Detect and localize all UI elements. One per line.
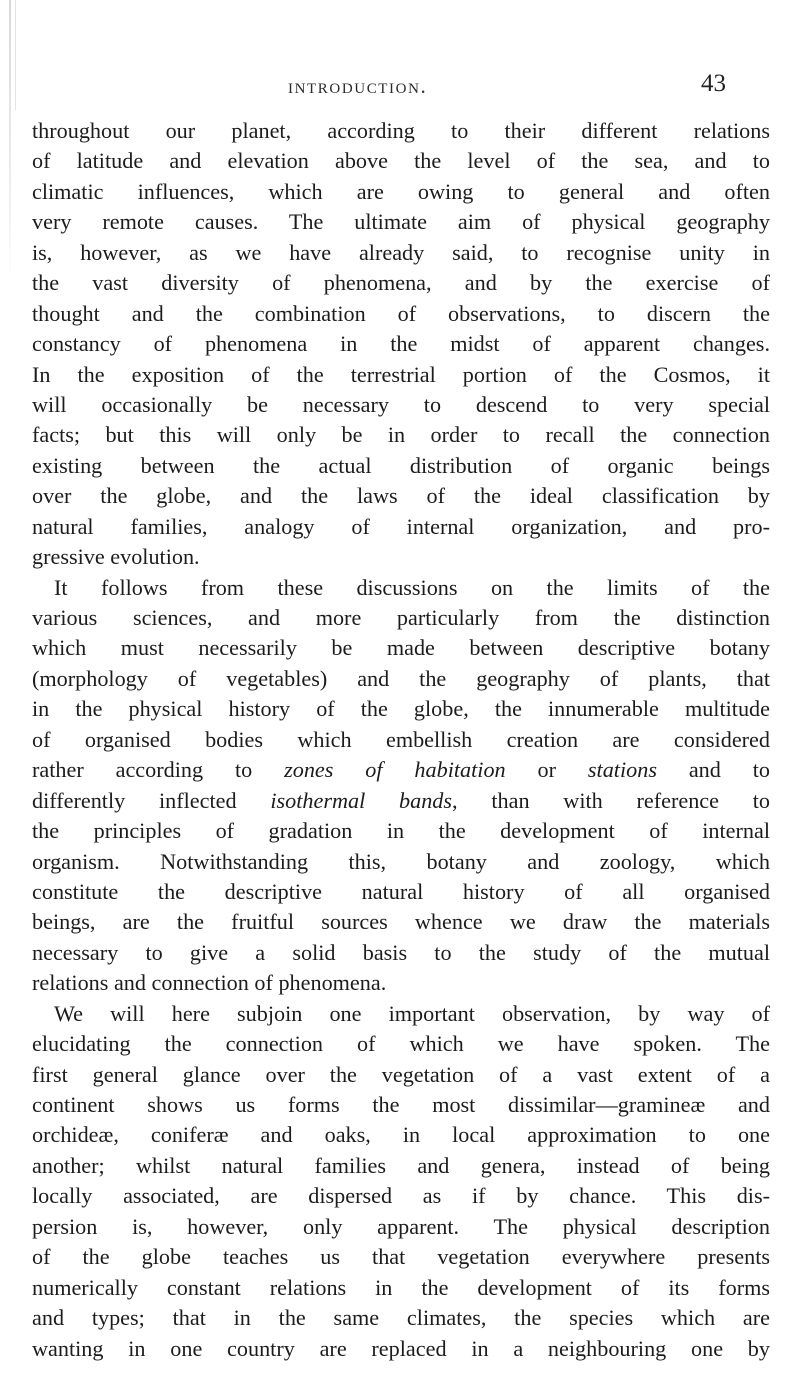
text-segment: persion is, however, only apparent. The physical description (32, 1213, 770, 1239)
text-line (32, 146, 770, 176)
text-line (32, 512, 770, 542)
text-segment: throughout our planet, according to their different relations (32, 118, 770, 143)
text-segment: which must necessarily be made between descriptive botany (32, 635, 770, 661)
text-segment: rather according to (32, 757, 285, 783)
text-segment: We will here subjoin one important observation, by way of (54, 1000, 770, 1026)
text-line (32, 1151, 770, 1181)
text-segment: another; whilst natural families and genera, instead of being (32, 1152, 770, 1178)
text-segment: locally associated, are dispersed as if by chance. This dis- (32, 1183, 770, 1209)
text-segment: orchideæ, coniferæ and oaks, in local approximation to one (32, 1122, 770, 1148)
text-segment: very remote causes. The ultimate aim of physical geography (32, 209, 770, 235)
text-line (32, 299, 770, 329)
text-line (32, 1029, 770, 1059)
text-line (32, 1120, 770, 1150)
text-segment: numerically constant relations in the development of its forms (32, 1274, 770, 1300)
text-segment: constitute the descriptive natural history of all organised (32, 878, 770, 904)
text-segment: continent shows us forms the most dissimilar—gramineæ and (32, 1092, 770, 1117)
text-line (32, 238, 770, 268)
text-segment: or (505, 757, 588, 783)
text-line (32, 1181, 770, 1211)
text-line (32, 360, 770, 390)
text-line (32, 573, 770, 603)
text-segment: of latitude and elevation above the level of the sea, and to (32, 148, 770, 174)
text-line (32, 542, 770, 572)
page-header (0, 64, 800, 104)
text-line (32, 177, 770, 207)
italic-term: isothermal bands (270, 787, 453, 813)
running-head: introduction. (288, 74, 428, 98)
text-segment: wanting in one country are replaced in a neighbouring one by (32, 1335, 770, 1361)
text-line (32, 999, 770, 1029)
text-segment: is, however, as we have already said, to recognise unity in (32, 239, 770, 265)
text-line (32, 1273, 770, 1303)
page-number: 43 (701, 70, 726, 97)
text-segment: will occasionally be necessary to descend to very special (32, 391, 770, 417)
text-line (32, 420, 770, 450)
text-line (32, 1303, 770, 1333)
text-segment: first general glance over the vegetation of a vast extent of a (32, 1061, 770, 1087)
text-segment: in the physical history of the globe, the innumerable multitude (32, 696, 770, 722)
text-line (32, 603, 770, 633)
text-line (32, 390, 770, 420)
text-segment: gressive evolution. (32, 544, 200, 570)
text-segment: It follows from these discussions on the limits of the (54, 574, 770, 600)
italic-term: stations (587, 757, 657, 783)
text-line (32, 938, 770, 968)
text-line (32, 207, 770, 237)
text-line (32, 786, 770, 816)
text-segment: , than with reference to (452, 787, 770, 813)
text-segment: elucidating the connection of which we have spoken. The (32, 1031, 770, 1057)
text-segment: beings, are the fruitful sources whence we draw the materials (32, 909, 770, 935)
text-segment: climatic influences, which are owing to general and often (32, 178, 770, 204)
text-line (32, 1212, 770, 1242)
text-line (32, 116, 770, 146)
text-line (32, 725, 770, 755)
text-segment: of the globe teaches us that vegetation everywhere presents (32, 1244, 770, 1270)
text-line (32, 664, 770, 694)
text-segment: of organised bodies which embellish creation are considered (32, 726, 770, 752)
text-line (32, 968, 770, 998)
text-segment: (morphology of vegetables) and the geography of plants, that (32, 665, 770, 691)
text-segment: the vast diversity of phenomena, and by the exercise of (32, 270, 770, 296)
text-line (32, 1334, 770, 1364)
text-segment: natural families, analogy of internal organization, and pro- (32, 513, 770, 539)
text-segment: relations and connection of phenomena. (32, 970, 387, 996)
body-text (32, 116, 770, 1364)
text-line (32, 877, 770, 907)
text-line (32, 1242, 770, 1272)
text-line (32, 481, 770, 511)
text-segment: over the globe, and the laws of the ideal classification by (32, 483, 770, 509)
text-segment: and types; that in the same climates, the species which are (32, 1305, 770, 1331)
text-line (32, 694, 770, 724)
text-line (32, 451, 770, 481)
text-segment: In the exposition of the terrestrial portion of the Cosmos, it (32, 361, 770, 387)
text-line (32, 1090, 770, 1120)
text-segment: facts; but this will only be in order to recall the connection (32, 422, 770, 448)
text-segment: the principles of gradation in the development of internal (32, 818, 770, 844)
text-segment: thought and the combination of observations, to discern the (32, 300, 770, 326)
text-line (32, 755, 770, 785)
italic-term: zones of habitation (284, 757, 506, 783)
text-line (32, 329, 770, 359)
text-line (32, 268, 770, 298)
text-segment: and to (656, 757, 770, 783)
text-line (32, 907, 770, 937)
text-segment: organism. Notwithstanding this, botany and zoology, which (32, 848, 770, 874)
text-segment: existing between the actual distribution of organic beings (32, 452, 770, 478)
text-segment: necessary to give a solid basis to the study of the mutual (32, 939, 770, 965)
text-line (32, 1060, 770, 1090)
text-segment: differently inflected (32, 787, 271, 813)
text-line (32, 816, 770, 846)
page-edge-shadow (9, 0, 11, 280)
text-segment: various sciences, and more particularly from the distinction (32, 605, 770, 630)
text-segment: constancy of phenomena in the midst of apparent changes. (32, 331, 770, 357)
text-line (32, 633, 770, 663)
text-line (32, 847, 770, 877)
